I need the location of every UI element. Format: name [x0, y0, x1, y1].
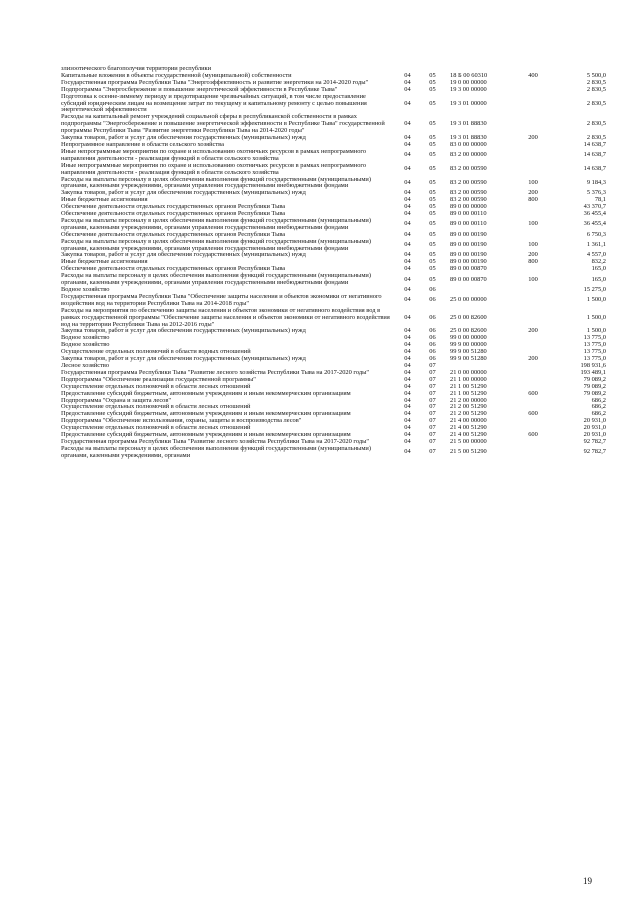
row-amount: 92 782,7: [583, 448, 606, 456]
row-amount: 1 361,1: [586, 241, 606, 249]
row-name: злизоотического благополучия территории республики: [61, 65, 212, 72]
row-subsection: 05: [429, 275, 436, 283]
row-section: 04: [404, 368, 411, 376]
row-amount: 2 830,5: [586, 85, 606, 93]
row-expense-type: [514, 308, 552, 329]
row-section: 04: [404, 275, 411, 283]
row-subsection: 07: [429, 424, 436, 432]
row-subsection: 06: [429, 355, 436, 363]
table-row: [61, 294, 606, 308]
row-target-article: 25 0 00 00000: [450, 296, 487, 304]
row-target-article: 21 4 00 51290: [450, 431, 487, 439]
row-section: 04: [404, 424, 411, 432]
row-name: Водное хозяйство: [61, 341, 110, 349]
row-expense-type: [514, 232, 552, 239]
row-section: 04: [404, 448, 411, 456]
row-expense-type: 600: [528, 389, 538, 397]
row-amount: 15 275,0: [583, 286, 606, 293]
row-amount: 13 775,0: [583, 341, 606, 349]
row-subsection: 06: [429, 313, 436, 321]
row-target-article: 19 3 01 88830: [450, 134, 487, 142]
row-subsection: 07: [429, 389, 436, 397]
row-section: 04: [404, 189, 411, 197]
row-subsection: 07: [429, 375, 436, 383]
row-amount: 14 638,7: [583, 151, 606, 159]
row-section: 04: [404, 220, 411, 228]
row-expense-type: [514, 80, 552, 87]
row-expense-type: [514, 335, 552, 342]
table-row: [61, 239, 606, 253]
row-target-article: 21 5 00 51290: [450, 448, 487, 456]
row-amount: 20 931,0: [583, 424, 606, 432]
row-section: 04: [404, 241, 411, 249]
budget-table: [61, 66, 606, 460]
row-expense-type: [514, 87, 552, 94]
row-name: Расходы на мероприятия по обеспечению защиты населения и объектов экономики от негативного воздействия вод в рамках государственной программы "Обеспечение защиты населения и объектов экономики от негативного воздействия вод на территории Республики Тыва на 2012-2016 годы": [61, 306, 390, 328]
row-name: Обеспечение деятельности отдельных государственных органов Республики Тыва: [61, 265, 286, 273]
row-name: Непрограммное направление в области сельского хозяйства: [61, 140, 224, 148]
row-subsection: 06: [429, 296, 436, 304]
row-target-article: 89 0 00 00190: [450, 241, 487, 249]
row-expense-type: [514, 377, 552, 384]
row-section: 04: [404, 389, 411, 397]
row-name: Государственная программа Республики Тыва "Развитие лесного хозяйства Республики Тыва на 2017-2020 годы": [61, 437, 370, 445]
row-expense-type: 200: [528, 251, 538, 259]
row-name: Осуществление отдельных полномочий в области лесных отношений: [61, 403, 251, 411]
row-amount: 14 638,7: [583, 165, 606, 173]
row-amount: 92 782,7: [583, 437, 606, 445]
row-name: Водное хозяйство: [61, 334, 110, 342]
row-target-article: 89 0 00 00110: [450, 220, 487, 228]
row-name: Расходы на выплаты персоналу в целях обеспечения выполнения функций государственными (муниципальными) органами, казенными учреждениями, органами управления государственными внебюджетными фондами: [61, 216, 371, 231]
row-subsection: 05: [429, 178, 436, 186]
row-subsection: 07: [429, 431, 436, 439]
row-subsection: 06: [429, 341, 436, 349]
row-section: 04: [404, 134, 411, 142]
row-target-article: 18 Б 00 60310: [450, 71, 488, 79]
row-name: Водное хозяйство: [61, 286, 110, 293]
row-amount: 13 775,0: [583, 355, 606, 363]
row-section: 04: [404, 251, 411, 259]
row-subsection: 06: [429, 334, 436, 342]
row-name: Осуществление отдельных полномочий в области лесных отношений: [61, 382, 251, 390]
row-subsection: 05: [429, 71, 436, 79]
row-target-article: 83 2 00 00590: [450, 178, 487, 186]
row-section: 04: [404, 410, 411, 418]
row-name: Закупка товаров, работ и услуг для обеспечения государственных (муниципальных) нужд: [61, 355, 306, 363]
row-target-article: 83 0 00 00000: [450, 140, 487, 148]
row-amount: 2 830,5: [586, 78, 606, 86]
row-subsection: 05: [429, 220, 436, 228]
row-amount: 79 089,2: [583, 382, 606, 390]
row-expense-type: [514, 446, 552, 460]
row-name: Закупка товаров, работ и услуг для обеспечения государственных (муниципальных) нужд: [61, 251, 306, 259]
row-target-article: 89 0 00 00190: [450, 258, 487, 266]
row-subsection: 05: [429, 241, 436, 249]
table-row: [61, 308, 606, 329]
row-amount: 686,2: [591, 396, 606, 404]
page-number: 19: [583, 876, 592, 886]
row-expense-type: [514, 370, 552, 377]
row-amount: 2 830,5: [586, 120, 606, 128]
row-section: 04: [404, 151, 411, 159]
row-subsection: 07: [429, 403, 436, 411]
row-section: 04: [404, 382, 411, 390]
row-subsection: 06: [429, 348, 436, 356]
row-section: 04: [404, 396, 411, 404]
row-target-article: [446, 287, 514, 294]
row-section: 04: [404, 355, 411, 363]
row-subsection: 05: [429, 151, 436, 159]
row-subsection: 05: [429, 99, 436, 107]
row-section: 04: [404, 230, 411, 238]
row-subsection: 05: [429, 165, 436, 173]
row-expense-type: 100: [528, 275, 538, 283]
row-subsection: 05: [429, 196, 436, 204]
row-target-article: 21 2 00 51290: [450, 403, 487, 411]
row-target-article: 21 5 00 00000: [450, 437, 487, 445]
row-expense-type: 600: [528, 410, 538, 418]
row-expense-type: 200: [528, 189, 538, 197]
row-expense-type: [514, 114, 552, 135]
row-target-article: 21 0 00 00000: [450, 368, 487, 376]
table-row: [61, 335, 606, 342]
row-subsection: 07: [429, 382, 436, 390]
row-section: 04: [404, 417, 411, 425]
row-subsection: 07: [429, 410, 436, 418]
row-section: 04: [404, 165, 411, 173]
row-name: Осуществление отдельных полномочий в области водных отношений: [61, 348, 251, 356]
row-name: Иные бюджетные ассигнования: [61, 258, 148, 266]
table-row: [61, 149, 606, 163]
table-row: [61, 328, 606, 335]
row-section: 04: [404, 375, 411, 383]
row-expense-type: [514, 294, 552, 308]
row-subsection: 05: [429, 140, 436, 148]
row-name: Обеспечение деятельности отдельных государственных органов Республики Тыва: [61, 230, 286, 238]
row-name: Осуществление отдельных полномочий в области лесных отношений: [61, 424, 251, 432]
row-expense-type: 800: [528, 258, 538, 266]
row-amount: 1 500,0: [586, 313, 606, 321]
row-name: Подпрограмма "Обеспечение использования, охраны, защиты и воспроизводства лесов": [61, 417, 302, 425]
row-section: 04: [404, 71, 411, 79]
row-amount: 14 638,7: [583, 140, 606, 148]
row-amount: 9 184,3: [586, 178, 606, 186]
row-name: Обеспечение деятельности отдельных государственных органов Республики Тыва: [61, 203, 286, 211]
row-target-article: 19 0 00 00000: [450, 78, 487, 86]
row-expense-type: 800: [528, 196, 538, 204]
row-target-article: 25 0 00 82600: [450, 313, 487, 321]
row-amount: 20 931,0: [583, 417, 606, 425]
row-expense-type: 200: [528, 134, 538, 142]
row-amount: 6 750,3: [586, 230, 606, 238]
row-name: Закупка товаров, работ и услуг для обеспечения государственных (муниципальных) нужд: [61, 134, 306, 142]
row-section: 04: [404, 140, 411, 148]
row-target-article: 25 0 00 82600: [450, 327, 487, 335]
row-section: 04: [404, 203, 411, 211]
row-amount: 4 557,0: [586, 251, 606, 259]
table-row: [61, 356, 606, 363]
row-amount: 43 370,7: [583, 203, 606, 211]
table-row: [61, 94, 606, 115]
row-amount: 5 500,0: [586, 71, 606, 79]
row-subsection: 05: [429, 210, 436, 218]
row-section: 04: [404, 361, 411, 369]
row-amount: 198 931,6: [580, 361, 606, 369]
row-subsection: 05: [429, 189, 436, 197]
row-name: Государственная программа Республики Тыва "Развитие лесного хозяйства Республики Тыва на 2017-2020 годы": [61, 368, 370, 376]
table-row: [61, 273, 606, 287]
row-name: Подпрограмма "Энергосбережение и повышение энергетической эффективности в Республике Тыва": [61, 85, 338, 93]
row-expense-type: [514, 287, 552, 294]
row-target-article: 21 4 00 51290: [450, 424, 487, 432]
row-section: 04: [404, 296, 411, 304]
row-target-article: 89 0 00 00000: [450, 203, 487, 211]
row-target-article: 21 2 00 51290: [450, 410, 487, 418]
row-amount: 20 931,0: [583, 431, 606, 439]
row-amount: 1 500,0: [586, 327, 606, 335]
row-target-article: 19 3 01 88830: [450, 120, 487, 128]
row-target-article: 83 2 00 00590: [450, 165, 487, 173]
row-target-article: 99 0 00 00000: [450, 334, 487, 342]
table-row: [61, 163, 606, 177]
row-name: Лесное хозяйство: [61, 361, 110, 369]
row-expense-type: 600: [528, 431, 538, 439]
row-subsection: 05: [429, 78, 436, 86]
row-subsection: 05: [429, 134, 436, 142]
row-amount: 832,2: [591, 258, 606, 266]
row-section: 04: [404, 341, 411, 349]
row-section: 04: [404, 437, 411, 445]
row-subsection: 06: [429, 327, 436, 335]
row-subsection: 05: [429, 258, 436, 266]
row-section: 04: [404, 120, 411, 128]
row-expense-type: [514, 142, 552, 149]
row-subsection: 07: [429, 417, 436, 425]
row-subsection: 05: [429, 203, 436, 211]
row-target-article: 99 9 00 51280: [450, 348, 487, 356]
row-section: 04: [404, 313, 411, 321]
table-row: [61, 218, 606, 232]
row-name: Предоставление субсидий бюджетным, автономным учреждениям и иным некоммерческим организациям: [61, 410, 351, 418]
row-name: Расходы на выплаты персоналу в целях обеспечения выполнения функций государственными (муниципальными) органами, казенными учреждениями, органами: [61, 444, 371, 459]
row-expense-type: [514, 266, 552, 273]
row-target-article: 21 4 00 00000: [450, 417, 487, 425]
row-target-article: 99 9 00 00000: [450, 341, 487, 349]
row-amount: 686,2: [591, 403, 606, 411]
row-section: 04: [404, 196, 411, 204]
row-target-article: 19 3 00 00000: [450, 85, 487, 93]
row-amount: 78,1: [594, 196, 606, 204]
row-expense-type: 100: [528, 178, 538, 186]
row-expense-type: [514, 342, 552, 349]
row-amount: 686,2: [591, 410, 606, 418]
row-target-article: 89 0 00 00190: [450, 251, 487, 259]
row-expense-type: 100: [528, 220, 538, 228]
row-section: 04: [404, 78, 411, 86]
row-expense-type: [514, 94, 552, 115]
row-amount: 2 830,5: [586, 134, 606, 142]
row-target-article: 21 2 00 00000: [450, 396, 487, 404]
row-expense-type: 200: [528, 327, 538, 335]
row-amount: 36 455,4: [583, 210, 606, 218]
row-amount: 165,0: [591, 275, 606, 283]
row-target-article: 21 1 00 00000: [450, 375, 487, 383]
row-expense-type: [514, 149, 552, 163]
row-name: Капитальные вложения в объекты государственной (муниципальной) собственности: [61, 71, 292, 79]
row-section: 04: [404, 265, 411, 273]
row-amount: 1 500,0: [586, 296, 606, 304]
row-section: 04: [404, 334, 411, 342]
row-subsection: 06: [429, 286, 436, 293]
row-section: 04: [404, 258, 411, 266]
row-amount: 36 455,4: [583, 220, 606, 228]
row-name: Расходы на капитальный ремонт учреждений социальной сферы в республиканской собственности в рамках подпрограммы "Энергосбережение и повышение энергетической эффективности в Республике Тыва" государственной программы Республики Тыва "Развитие энергетики Республики Тыва на 2014-2020 годы": [61, 113, 385, 135]
table-row: [61, 177, 606, 191]
row-name: Расходы на выплаты персоналу в целях обеспечения выполнения функций государственными (муниципальными) органами, казенными учреждениями, органами управления государственными внебюджетными фондами: [61, 237, 371, 252]
row-name: Предоставление субсидий бюджетным, автономным учреждениям и иным некоммерческим организациям: [61, 389, 351, 397]
row-expense-type: 100: [528, 241, 538, 249]
row-expense-type: [514, 398, 552, 405]
row-name: Иные непрограммные мероприятия по охране и использованию охотничьих ресурсов в рамках непрограммного направления деятельности - реализация функций в области сельского хозяйства: [61, 161, 367, 176]
row-section: 04: [404, 431, 411, 439]
row-expense-type: 400: [528, 71, 538, 79]
row-target-article: 83 2 00 00590: [450, 189, 487, 197]
row-target-article: 21 1 00 51290: [450, 389, 487, 397]
row-amount: 165,0: [591, 265, 606, 273]
row-amount: 79 089,2: [583, 389, 606, 397]
row-section: 04: [404, 348, 411, 356]
row-expense-type: [514, 363, 552, 370]
row-name: Расходы на выплаты персоналу в целях обеспечения выполнения функций государственными (муниципальными) органами, казенными учреждениями, органами управления государственными внебюджетными фондами: [61, 272, 371, 287]
row-expense-type: [514, 163, 552, 177]
row-section: 04: [404, 85, 411, 93]
row-subsection: 05: [429, 120, 436, 128]
table-row: [61, 114, 606, 135]
row-target-article: 21 1 00 51290: [450, 382, 487, 390]
row-subsection: 07: [429, 368, 436, 376]
row-expense-type: [514, 418, 552, 425]
row-name: Закупка товаров, работ и услуг для обеспечения государственных (муниципальных) нужд: [61, 189, 306, 197]
row-expense-type: 200: [528, 355, 538, 363]
budget-table-body: [61, 66, 606, 460]
row-target-article: 89 0 00 00870: [450, 275, 487, 283]
row-section: 04: [404, 327, 411, 335]
row-subsection: 05: [429, 85, 436, 93]
row-name: Иные бюджетные ассигнования: [61, 196, 148, 204]
row-target-article: 83 2 00 00590: [450, 196, 487, 204]
row-amount: 79 089,2: [583, 375, 606, 383]
row-target-article: 89 0 00 00110: [450, 210, 487, 218]
row-amount: 2 830,5: [586, 99, 606, 107]
row-subsection: 05: [429, 230, 436, 238]
row-subsection: 07: [429, 361, 436, 369]
row-section: 04: [404, 178, 411, 186]
row-section: 04: [404, 99, 411, 107]
row-target-article: 83 2 00 00000: [450, 151, 487, 159]
row-expense-type: [514, 204, 552, 211]
row-section: 04: [404, 403, 411, 411]
row-amount: 13 775,0: [583, 334, 606, 342]
row-target-article: 89 0 00 00870: [450, 265, 487, 273]
row-name: Иные непрограммные мероприятия по охране и использованию охотничьих ресурсов в рамках непрограммного направления деятельности - реализация функций в области сельского хозяйства: [61, 147, 367, 162]
row-section: 04: [404, 286, 411, 293]
row-name: Подготовка к осенне-зимнему периоду и предотвращение чрезвычайных ситуаций, в том числе предоставление субсидий юридическим лицам на возмещение затрат по текущему и капитальному ремонту с целью повышения энергетической эффективности: [61, 92, 367, 114]
row-expense-type: [514, 211, 552, 218]
row-name: Расходы на выплаты персоналу в целях обеспечения выполнения функций государственными (муниципальными) органами, казенными учреждениями, органами управления государственными внебюджетными фондами: [61, 175, 371, 190]
row-name: Подпрограмма "Охрана и защита лесов": [61, 396, 171, 404]
row-amount: 13 775,0: [583, 348, 606, 356]
row-name: Государственная программа Республики Тыва "Энергоэффективность и развитие энергетики на 2014-2020 годы": [61, 78, 369, 86]
row-amount: 193 489,1: [580, 368, 606, 376]
row-target-article: 89 0 00 00190: [450, 230, 487, 238]
row-name: Предоставление субсидий бюджетным, автономным учреждениям и иным некоммерческим организациям: [61, 431, 351, 439]
row-target-article: 19 3 01 00000: [450, 99, 487, 107]
row-subsection: 07: [429, 396, 436, 404]
row-name: Закупка товаров, работ и услуг для обеспечения государственных (муниципальных) нужд: [61, 327, 306, 335]
row-subsection: 07: [429, 437, 436, 445]
row-subsection: 07: [429, 448, 436, 456]
table-row: [61, 446, 606, 460]
row-amount: 5 376,3: [586, 189, 606, 197]
row-name: Государственная программа Республики Тыва "Обеспечение защиты населения и объектов экономики от негативного воздействия вод на территории Республики Тыва на 2014-2018 годы": [61, 292, 382, 307]
row-subsection: 05: [429, 265, 436, 273]
row-section: 04: [404, 210, 411, 218]
row-name: Подпрограмма "Обеспечение реализации государственной программы": [61, 375, 256, 383]
row-subsection: 05: [429, 251, 436, 259]
row-name: Обеспечение деятельности отдельных государственных органов Республики Тыва: [61, 210, 286, 218]
row-expense-type: [514, 439, 552, 446]
row-target-article: 99 9 00 51280: [450, 355, 487, 363]
